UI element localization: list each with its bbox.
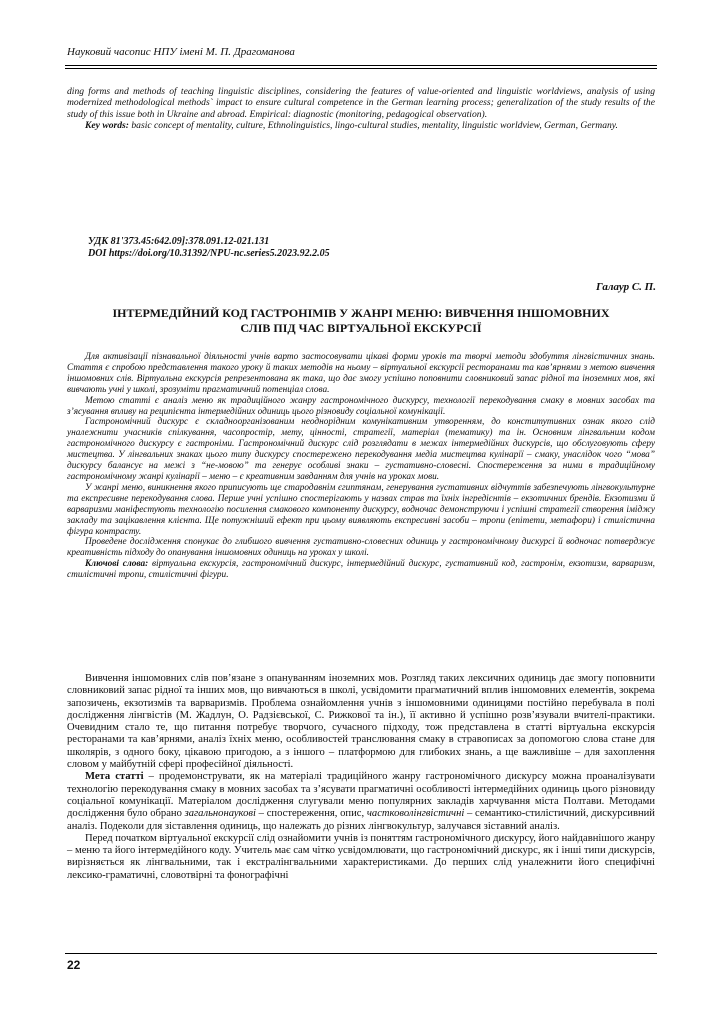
abstract-paragraph: Проведене дослідження спонукає до глибшого вивчення густативно-словесних одиниць у гастрономічному дискурсі й водночас потверджує креативність підходу до опанування іншомовних одиниць на уроках у школі. [67, 537, 655, 559]
aim-label: Мета статті [85, 771, 144, 783]
footer-rule [65, 953, 657, 954]
body-paragraph-aim [67, 771, 655, 832]
abstract-paragraph: Метою статті є аналіз меню як традиційного жанру гастрономічного дискурсу, технології перекодування смаку в мовних засобах та з’ясування впливу на реципієнта інтермедійних одиниць цього різновиду соціальної комунікації. [67, 395, 655, 417]
aim-text: – продемонструвати, як на матеріалі традиційного жанру гастрономічного дискурсу можна проаналізувати технологію перекодування смаку в мовних засобах та з’ясувати прагматичні особливості інтермедійних одиниць цього різновиду соціальної комунікації. Матеріалом дослідження слугували меню популярних закладів харчування міста Полтави. Методами дослідження було обрано [67, 771, 655, 820]
ukrainian-keywords [67, 559, 655, 581]
aim-text-3: – семантико-стилістичний, дискурсивний аналіз. Подекoли для зіставлення одиниць, що належать до різних лінгвокультур, залучався зіставний аналіз. [67, 808, 655, 832]
ukrainian-keywords-text: віртуальна екскурсія, гастрономічний дискурс, інтермедійний дискурс, густативний код, гастронім, екзотизм, варваризм, стилістичні тропи, стилістичні фігури. [67, 559, 655, 581]
abstract-paragraph: Гастрономічний дискурс є складноорганізованим неоднорідним комунікативним утворенням, до конститутивних ознак якого слід уналежнити учасників спілкування, часопростір, мету, цінності, стратегії, матеріал (тематику) та ін. Основним лінгвальним кодом гастрономічного дискурсу є гастроніми. Гастрономічний дискурс слід розглядати в межах інтермедійних дискурсів, що обслуговують сферу мистецтва. У лінгвальних знаках цього типу дискурсу спостережено перекодування медіа мистецтва кулінарії – смаку, унаслідок чого “мова” дискурсу балансує на межі з “не-мовою” та генерує особливі знаки – густативно-словесні. Спостереження за ними в традиційному гастрономічному жанрі кулінарії – меню – є креативним завданням для учнів на уроках мови. [67, 417, 655, 482]
article-body [67, 673, 655, 882]
title-line-1: ІНТЕРМЕДІЙНИЙ КОД ГАСТРОНІМІВ У ЖАНРІ МЕНЮ: ВИВЧЕННЯ ІНШОМОВНИХ [112, 306, 610, 320]
title-line-2: СЛІВ ПІД ЧАС ВІРТУАЛЬНОЇ ЕКСКУРСІЇ [240, 320, 482, 335]
english-keywords-label: Key words: [85, 119, 129, 131]
ukrainian-abstract [67, 352, 655, 581]
english-abstract-text: ding forms and methods of teaching linguistic disciplines, considering the features of value-oriented and linguistic worldviews, analysis of using modernized methodological methods` impact to ensure cultural competence in the German learning process; generalization of the study results of the study of this issue both in Ukraine and abroad. Empirical: diagnostic (monitoring, pedagogical observation). [67, 86, 655, 120]
article-title [67, 306, 655, 335]
body-paragraph: Вивчення іншомовних слів пов’язане з опануванням іноземних мов. Розгляд таких лексичних одиниць дає змогу поповнити словниковий запас рідної та інших мов, що вивчаються в школі, усвідомити прагматичний вплив іншомовних елементів, зокрема запозичень, екзотизмів та варваризмів. Проблема ознайомлення учнів з іншомовними одиницями постійно перебувала в полі дослідження лінгвістів (М. Жадлун, О. Радзієвської, С. Рижкової та ін.), її активно й успішно розв’язували вчителі-практики. Очевидним стало те, що питання потребує творчого, сучасного підходу, тож представлена в статті віртуальна екскурсія ресторанами та кав’ярнями, аналіз їхніх меню, особливостей транслювання смаку в стравописах за допомогою слова стане для школярів, з одного боку, цікавою пригодою, а з іншого – платформою для глибоких знань, а ще важливіше – для захоплення словом у майбутній сфері професійної діяльності. [67, 673, 655, 771]
method-linguistic: частковолінгвістичні [366, 808, 465, 820]
article-meta [88, 236, 330, 260]
aim-text-2: – спостереження, опис, [255, 808, 367, 820]
method-general: загальнонаукові [184, 808, 256, 820]
body-paragraph: Перед початком віртуальної екскурсії слід ознайомити учнів із поняттям гастрономічного дискурсу, його найдавнішого жанру – меню та його інтермедійного коду. Учитель має сам чітко усвідомлювати, що гастрономічний дискурс, як і інші типи дискурсів, вирізняється як лінгвальними, так і екстралінгвальними характеристиками. До перших слід уналежнити його специфічні лексико-граматичні, словотвірні та фонографічні [67, 832, 655, 881]
english-abstract [67, 86, 655, 131]
header-rule [65, 65, 657, 66]
page-number: 22 [67, 958, 81, 972]
english-keywords-text: basic concept of mentality, culture, Ethnolinguistics, lingo-cultural studies, mentality, linguistic worldview, German, Germany. [131, 119, 618, 131]
abstract-paragraph: Для активізації пізнавальної діяльності учнів варто застосовувати цікаві форми уроків та творчі методи здобуття лінгвістичних знань. Стаття є спробою представлення такого уроку й таких методів на ньому – віртуальної екскурсії ресторанами та кав’ярнями з метою вивчення іншомовних слів. Віртуальна екскурсія репрезентована як така, що дає змогу успішно поповнити словниковий запас рідної та іноземних мов, які вивчають учні у школі, зрозуміти прагматичний потенціал слова. [67, 352, 655, 395]
udc-code: УДК 81'373.45:642.09]:378.091.12-021.131 [88, 236, 270, 247]
journal-header: Науковий часопис НПУ імені М. П. Драгоманова [67, 46, 295, 58]
author-name: Галаур С. П. [595, 281, 656, 293]
abstract-paragraph: У жанрі меню, виникнення якого приписують ще стародавнім єгиптянам, генерування густативних відчуттів забезпечують лінгвокультурне та експресивне перекодування слова. Перше учні успішно спостерігають у назвах страв та їхніх інгредієнтів – екзотичних брендів. Екзотизми й варваризми маніфестують технологію посилення смакового компоненту дискурсу, водночас демонструючи і успішні стратегії створення іміджу закладу та зацікавлення клієнта. Ще потужніший ефект при цьому виявляють експресивні засоби – тропи (епітети, метафори) і стилістична фігура контрасту. [67, 482, 655, 537]
english-keywords [67, 120, 655, 131]
header-rule-thin [65, 68, 657, 69]
doi-link: DOI https://doi.org/10.31392/NPU-nc.series5.2023.92.2.05 [88, 248, 330, 259]
ukrainian-keywords-label: Ключові слова: [85, 559, 149, 570]
